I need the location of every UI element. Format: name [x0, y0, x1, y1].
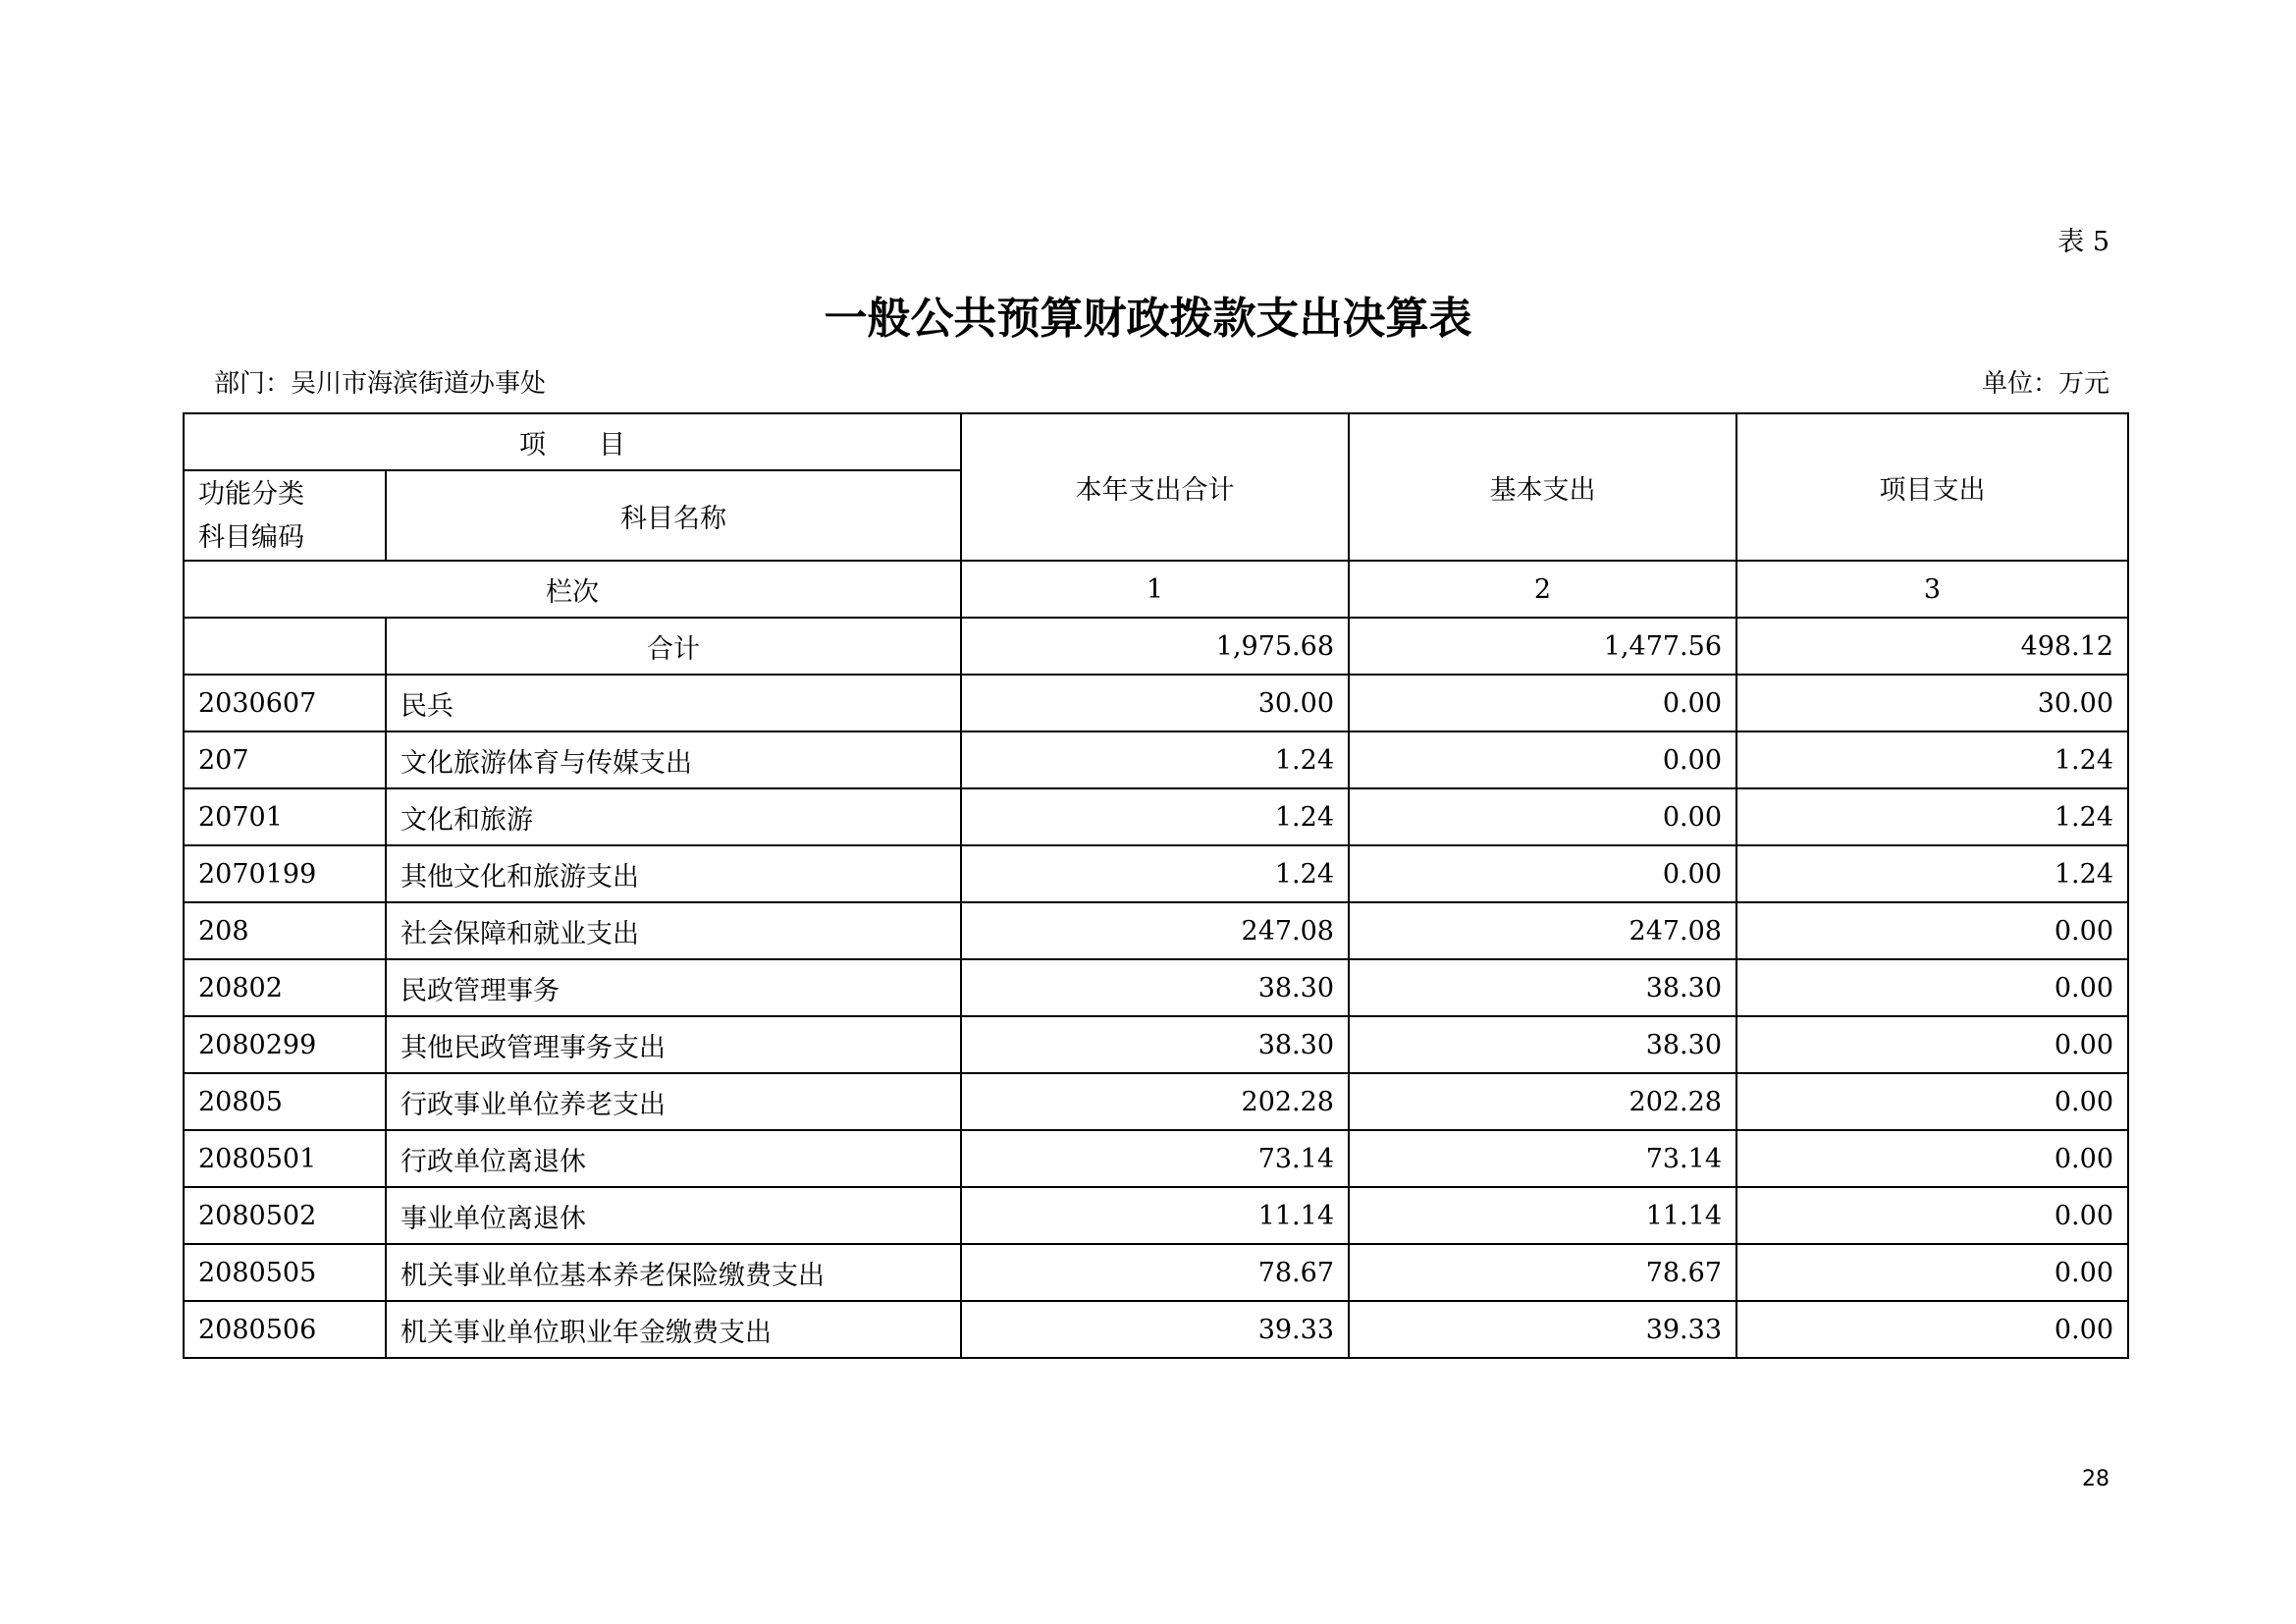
cell-total: 38.30 — [961, 1016, 1349, 1073]
index-2: 2 — [1349, 561, 1736, 618]
table-row — [184, 675, 2128, 731]
header-code — [184, 470, 386, 561]
cell-project: 0.00 — [1736, 959, 2128, 1016]
cell-project: 0.00 — [1736, 1187, 2128, 1244]
cell-name: 行政事业单位养老支出 — [386, 1073, 961, 1130]
cell-name: 行政单位离退休 — [386, 1130, 961, 1187]
cell-name: 文化旅游体育与传媒支出 — [386, 731, 961, 788]
cell-project: 1.24 — [1736, 845, 2128, 902]
cell-total: 39.33 — [961, 1301, 1349, 1358]
total-total: 1,975.68 — [961, 618, 1349, 675]
cell-total: 1.24 — [961, 731, 1349, 788]
header-code-line1: 功能分类 — [198, 479, 304, 510]
cell-code: 208 — [184, 902, 386, 959]
cell-project: 30.00 — [1736, 675, 2128, 731]
cell-code: 2080502 — [184, 1187, 386, 1244]
table-row — [184, 959, 2128, 1016]
cell-project: 0.00 — [1736, 1130, 2128, 1187]
total-code — [184, 618, 386, 675]
header-project: 项目支出 — [1736, 413, 2128, 561]
cell-total: 1.24 — [961, 845, 1349, 902]
cell-basic: 73.14 — [1349, 1130, 1736, 1187]
cell-total: 11.14 — [961, 1187, 1349, 1244]
cell-code: 2070199 — [184, 845, 386, 902]
cell-basic: 0.00 — [1349, 731, 1736, 788]
cell-total: 30.00 — [961, 675, 1349, 731]
cell-basic: 39.33 — [1349, 1301, 1736, 1358]
cell-basic: 0.00 — [1349, 675, 1736, 731]
header-item: 项 目 — [184, 413, 961, 470]
cell-basic: 247.08 — [1349, 902, 1736, 959]
cell-project: 1.24 — [1736, 731, 2128, 788]
cell-code: 20805 — [184, 1073, 386, 1130]
table-row — [184, 1187, 2128, 1244]
cell-code: 2080506 — [184, 1301, 386, 1358]
header-basic: 基本支出 — [1349, 413, 1736, 561]
cell-basic: 78.67 — [1349, 1244, 1736, 1301]
cell-name: 社会保障和就业支出 — [386, 902, 961, 959]
table-row — [184, 788, 2128, 845]
cell-basic: 38.30 — [1349, 1016, 1736, 1073]
unit-label: 单位：万元 — [1981, 369, 2109, 399]
header-code-line2: 科目编码 — [198, 522, 304, 553]
cell-project: 0.00 — [1736, 1301, 2128, 1358]
cell-code: 2080299 — [184, 1016, 386, 1073]
cell-basic: 11.14 — [1349, 1187, 1736, 1244]
cell-name: 其他民政管理事务支出 — [386, 1016, 961, 1073]
cell-basic: 38.30 — [1349, 959, 1736, 1016]
table-row — [184, 731, 2128, 788]
cell-project: 0.00 — [1736, 902, 2128, 959]
cell-name: 机关事业单位基本养老保险缴费支出 — [386, 1244, 961, 1301]
cell-name: 文化和旅游 — [386, 788, 961, 845]
index-label: 栏次 — [184, 561, 961, 618]
cell-total: 202.28 — [961, 1073, 1349, 1130]
cell-code: 207 — [184, 731, 386, 788]
table-row — [184, 1073, 2128, 1130]
table-row — [184, 1016, 2128, 1073]
table-row — [184, 1130, 2128, 1187]
department-label: 部门：吴川市海滨街道办事处 — [214, 369, 547, 399]
table-number: 表 5 — [2057, 227, 2109, 257]
cell-total: 247.08 — [961, 902, 1349, 959]
cell-name: 其他文化和旅游支出 — [386, 845, 961, 902]
page-title: 一般公共预算财政拨款支出决算表 — [824, 294, 1472, 344]
cell-name: 民政管理事务 — [386, 959, 961, 1016]
table-row — [184, 1301, 2128, 1358]
header-name: 科目名称 — [386, 470, 961, 561]
total-basic: 1,477.56 — [1349, 618, 1736, 675]
index-3: 3 — [1736, 561, 2128, 618]
cell-code: 20802 — [184, 959, 386, 1016]
cell-name: 机关事业单位职业年金缴费支出 — [386, 1301, 961, 1358]
index-row — [184, 561, 2128, 618]
cell-code: 20701 — [184, 788, 386, 845]
cell-project: 0.00 — [1736, 1073, 2128, 1130]
cell-total: 1.24 — [961, 788, 1349, 845]
table-row — [184, 1244, 2128, 1301]
cell-code: 2030607 — [184, 675, 386, 731]
cell-basic: 0.00 — [1349, 845, 1736, 902]
cell-basic: 0.00 — [1349, 788, 1736, 845]
cell-name: 民兵 — [386, 675, 961, 731]
cell-total: 73.14 — [961, 1130, 1349, 1187]
cell-project: 1.24 — [1736, 788, 2128, 845]
index-1: 1 — [961, 561, 1349, 618]
expenditure-table — [183, 412, 2129, 1359]
table-row — [184, 845, 2128, 902]
cell-name: 事业单位离退休 — [386, 1187, 961, 1244]
cell-basic: 202.28 — [1349, 1073, 1736, 1130]
cell-project: 0.00 — [1736, 1016, 2128, 1073]
total-project: 498.12 — [1736, 618, 2128, 675]
cell-total: 78.67 — [961, 1244, 1349, 1301]
header-row — [184, 413, 2128, 470]
cell-code: 2080501 — [184, 1130, 386, 1187]
cell-project: 0.00 — [1736, 1244, 2128, 1301]
total-row — [184, 618, 2128, 675]
total-label: 合计 — [386, 618, 961, 675]
cell-code: 2080505 — [184, 1244, 386, 1301]
header-total: 本年支出合计 — [961, 413, 1349, 561]
page-number: 28 — [2082, 1467, 2109, 1491]
cell-total: 38.30 — [961, 959, 1349, 1016]
table-row — [184, 902, 2128, 959]
